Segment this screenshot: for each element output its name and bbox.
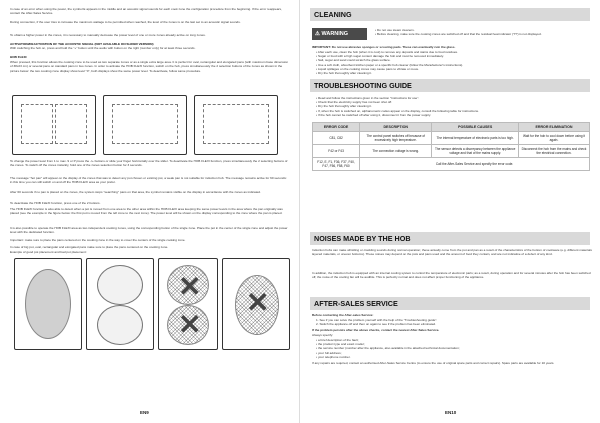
cross-icon: ✕ <box>178 271 202 302</box>
clean-item: • Dry the hob thoroughly after cleaning it. <box>316 71 372 76</box>
clean-item: • Liquid spillages on the cooking zones may cause pans to vibrate or move. <box>316 66 420 71</box>
bad-placement-2 <box>222 258 290 350</box>
bad-placement-1 <box>158 258 218 350</box>
aftersales-title: AFTER-SALES SERVICE <box>310 297 590 310</box>
header-error-code: ERROR CODE <box>313 123 360 132</box>
cell-error-code: C81, C82 <box>313 132 360 145</box>
persist-text: If the problem persists after the above checks, contact the nearest After-Sales Service. <box>312 328 440 332</box>
noises-title: NOISES MADE BY THE HOB <box>310 232 590 245</box>
round-pot-top <box>97 265 143 305</box>
hob-panel-3 <box>194 95 278 155</box>
before-item: 1. See if you can solve the problem yourself with the help of the "Troubleshooting guide". <box>316 318 438 322</box>
big-pot-note: In case of big pot, oval, rectangular and elongated pans make sure to place the pans centered on the cooking zone. <box>10 245 169 249</box>
trouble-item: • If, when the hob is switched on, alphanumeric codes appear on the display, consult the following table for instructions. <box>316 108 479 113</box>
cell-description: Call the After-Sales Service and specify the error code. <box>360 158 590 171</box>
noises-paragraph-1: Induction hobs can make whistling or crackling sounds during normal operation; these actually come from the pot and pan as a result of the characteristics of the bottom of cookware (e.g. different materials layered materials, or uneven bottoms). These noises may depend on the pots and pans used and the amount of food they contain, and are not indicative of a defect of any kind. <box>312 248 592 257</box>
error-code-table <box>312 122 590 171</box>
page-divider <box>299 0 300 423</box>
power-paragraph: To obtain a higher power in the zones, it is necessary to manually decrease the power level of one or more zones already active on long zones. <box>10 33 206 37</box>
deactivate-text: To deactivate the HOB FLEXI function, press one of the 2 buttons. <box>10 201 101 205</box>
detect-text: The HOB FLEXI function is also able to detect when a pot is moved from one area to the other area within the HOB FLEXI area keeping the same power levels in the area where the pan originally was placed (see the example in the figure below: the first pot is moved from the left zone to the next zone). The power level will be shown on the display corresponding to the zone where the pan is placed. <box>10 207 283 216</box>
cleaning-section-title: CLEANING <box>310 8 590 21</box>
cross-icon: ✕ <box>246 287 270 318</box>
header-error-elimination: ERROR ELIMINATION <box>519 123 590 132</box>
before-item: 2. Switch the appliance off and then on again to see if the problem has been eliminated. <box>316 322 436 327</box>
flexi-zone-right <box>55 104 87 144</box>
trouble-item: • Read and follow the instructions given in the section "Instructions for use". <box>316 96 420 100</box>
table-header-row <box>313 123 590 132</box>
important-text: IMPORTANT: Do not use abrasive sponges or scouring pads. These can eventually ruin the glass. <box>312 45 456 49</box>
flexi-title: HOB FLEXI <box>10 55 27 59</box>
repair-text: If any repairs are required, contact an authorised After-Sales Service Centre (to ensure the use of original spare parts and correct repairs). Spare parts are available for 10 years. <box>312 361 555 365</box>
error-paragraph: In case of an error when using the power, the symbol E appears in the middle and an acoustic signal sounds for each cook zone the configuration procedure from the beginning. If the error reappears, contact the After-Sales Service. <box>10 7 282 16</box>
clean-item: • Sugar or food with a high sugar content damage the hob and must be removed immediately. <box>316 54 444 59</box>
warning-item: • Before cleaning, make sure the cooking zones are switched off and that the residual heat indicator ("H") is not displayed. <box>375 32 542 37</box>
warning-item: • Do not use steam cleaners. <box>375 28 415 32</box>
specify-label: Always specify: <box>312 333 334 337</box>
cross-icon: ✕ <box>178 309 202 340</box>
warning-icon: ⚠ <box>315 31 320 37</box>
specify-item: • a brief description of the fault; <box>316 338 359 342</box>
trouble-item: • If the hob cannot be switched off after using it, disconnect it from the power supply. <box>316 112 431 117</box>
hob-panel-1 <box>12 95 96 155</box>
page-number: EN9 <box>140 410 149 415</box>
hob-panel-2 <box>103 95 187 155</box>
table-row <box>313 132 590 145</box>
after-60-seconds: After 60 seconds if no pan is placed on the zones, the system stops "searching" pans on that area, the symbol remains visible on the display in accordance with the zones as indicated. <box>10 190 261 194</box>
noises-paragraph-2: In addition, the induction hob is equipped with an internal cooling system to control the temperature of electronic parts; as a result, during operation and for several minutes after the hob has been switched off, the noise of the cooling fan will be audible. This is perfectly normal and does not affect proper functioning of the appliance. <box>312 271 591 280</box>
clean-item: • After each use, clean the hob (when it is cool) to remove any deposits and stains due to food residues. <box>316 50 458 54</box>
cell-description: The connection voltage is wrong. <box>360 145 432 158</box>
warning-list <box>375 28 590 36</box>
table-row <box>313 145 590 158</box>
clean-item: • Salt, sugar and sand could scratch the glass surface. <box>316 58 391 63</box>
warning-label <box>312 28 367 40</box>
good-placement-1 <box>14 258 82 350</box>
flexi-zone-left <box>21 104 53 144</box>
table-row <box>313 158 590 171</box>
header-possible-causes: POSSIBLE CAUSES <box>432 123 519 132</box>
header-description: DESCRIPTION <box>360 123 432 132</box>
cell-causes: The sensor detects a discrepancy between the appliance voltage and that of the mains supply. <box>432 145 519 158</box>
hot-pan-message: The message "hot pan" will appear on the display of the zones that was to detect any pot chosen or existing pot, a weak pan is not suitable for induction hob. The message remains active for 60 seconds: in this time you can still switch on and off the HOB FLEXI area as your prefer. <box>10 176 287 185</box>
good-placement-2 <box>86 258 154 350</box>
acoustic-text: With switching the hob on, press and hold the "+" button until the audio with button on the right (number only) for at least three seconds. <box>10 46 196 50</box>
page-number: EN10 <box>445 410 457 415</box>
flexi-zone-active <box>203 104 269 144</box>
trouble-item: • Dry the hob thoroughly after cleaning it. <box>316 104 372 109</box>
example-caption: Example of good pot placement and bad pot placement: <box>10 250 87 254</box>
specify-item: • your full address; <box>316 350 342 355</box>
oval-pot <box>25 269 71 339</box>
troubleshooting-list <box>316 96 592 117</box>
specify-item: • the service number (number after the appliance, also available in the attached technical documentation; <box>316 346 460 351</box>
warning-text: WARNING <box>321 31 349 37</box>
cell-error-code: F42 or F43 <box>313 145 360 158</box>
important-note: Important: make sure to place the pans centered on the cooking zone in the way to cover the centers of the single cooking zone. <box>10 238 186 242</box>
before-contacting: Before contacting the After-sales Service: <box>312 313 374 317</box>
specify-item: • your telephone number. <box>316 354 351 359</box>
acoustic-title: ACTIVATION/DEACTIVATION OF THE ACOUSTIC SIGNAL (NOT AVAILABLE ON SLIDER VERSION) <box>10 42 154 46</box>
connection-paragraph: During connection, if the user tries to increase the maximum wattage to be permitted when reached, the level of the zones is on the last set to an acoustic signal sounds. <box>10 20 241 24</box>
before-list <box>316 318 592 326</box>
flexi-zone-merged <box>112 104 178 144</box>
trouble-item: • Check that the electricity supply has not been shut off. <box>316 100 393 105</box>
cleaning-list <box>316 50 592 75</box>
independent-use-text: It is also possible to operate the HOB FLEXI area as two independent cooking zones, using the corresponding button of the single zone. Place the pot in the center of the single zone and adjust the power level with the dedicated function. <box>10 226 288 235</box>
flexi-text: When pressed, this function allows the cooking zone to be used as two separate zones or as a single extra large area. It is perfect for oval, rectangular and elongated pans (with maximum base dimension of 38x23 cm) or several pans on standard pans in two zones. In order to activate the HOB FLEXI function, switch on the hob, press simultaneously the 2 selection buttons of the zones as shown in the picture below: the two cooking zone display show level "0", both displays show the same power level. To deactivate, follow same procedure. <box>10 60 289 73</box>
specify-item: • the product type and exact model; <box>316 342 365 347</box>
clean-item: • Use a soft cloth, absorbent kitchen paper or a specific hob cleaner (follow the Manufacturer's instructions). <box>316 62 464 67</box>
cell-description: The control panel switches off because of excessively high temperature. <box>360 132 432 145</box>
troubleshooting-title: TROUBLESHOOTING GUIDE <box>310 79 590 92</box>
cell-error-code: F12, E, F1, F36, F37, F40, F47, F56, F58, F60 <box>313 158 360 171</box>
power-level-text: To change the power level from 1 to max. 9 or P press the -/+ buttons or slide your finger horizontally over the slider. To deactivate the HOB FLEXI function, press simultaneously the 2 selecting buttons of the zones. To switch off the zones instantly, hold one of the zones selection button for 3 seconds. <box>10 159 288 168</box>
cell-elimination: Wait for the hob to cool down before using it again. <box>519 132 590 145</box>
round-pot-bottom <box>97 305 143 345</box>
specify-list <box>316 338 592 359</box>
cell-causes: The internal temperature of electronic parts is too high. <box>432 132 519 145</box>
cell-elimination: Disconnect the hob from the mains and check the electrical connection. <box>519 145 590 158</box>
